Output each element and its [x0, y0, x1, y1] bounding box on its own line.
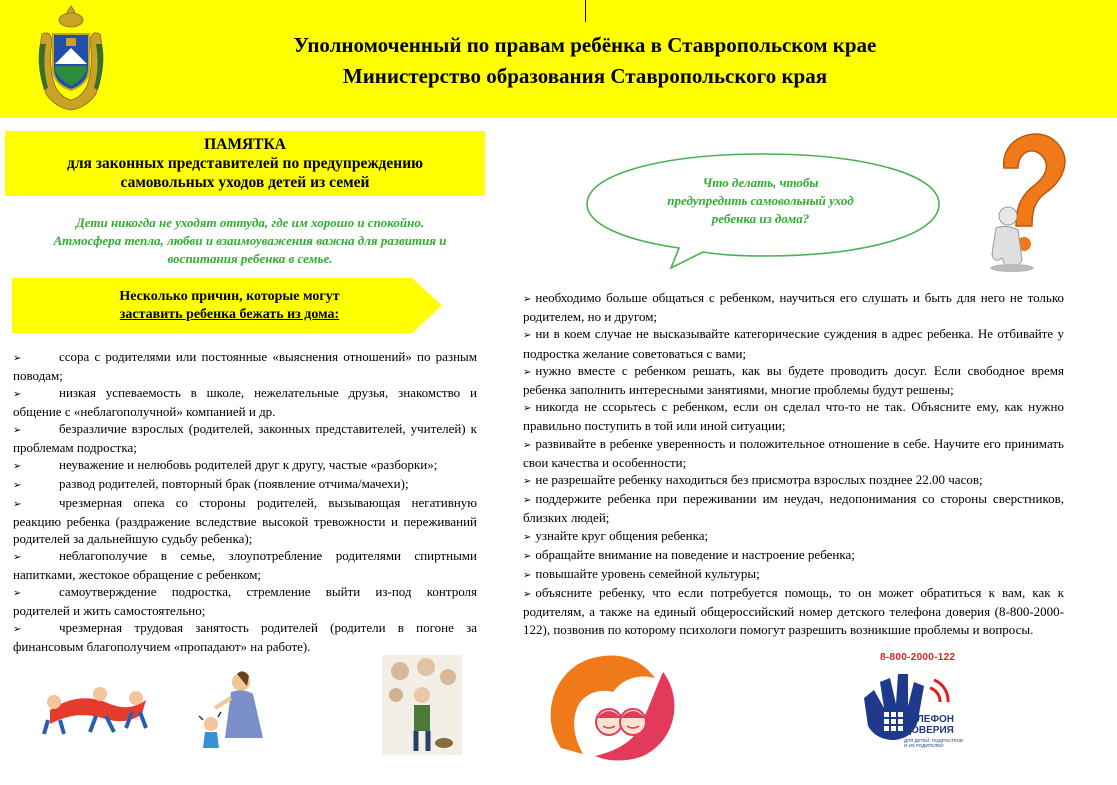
list-item: ➢ ссора с родителями или постоянные «выяснения отношений» по разным поводам; — [13, 349, 477, 383]
question-mark-figure-icon — [982, 128, 1074, 273]
hotline-title1: ТЕЛЕФОН — [904, 714, 954, 725]
arrow-bullet-icon: ➢ — [13, 624, 22, 635]
bubble-line1: Что делать, чтобы — [702, 175, 819, 190]
memo-line3: самовольных уходов детей из семей — [120, 174, 370, 191]
header-title — [190, 30, 980, 92]
coat-of-arms-icon — [36, 4, 106, 112]
arrow-bullet-icon: ➢ — [523, 589, 532, 601]
list-item: ➢ нужно вместе с ребенком решать, как вы будете проводить досуг. Если свободное время ребенка заполнить интересными занятиями, многие проблемы будут решены; — [523, 362, 1064, 398]
memo-line1: ПАМЯТКА — [204, 136, 286, 153]
arrow-bullet-icon: ➢ — [523, 531, 532, 543]
list-item: ➢ неуважение и нелюбовь родителей друг к другу, частые «разборки»; — [13, 456, 477, 475]
arrow-bullet-icon: ➢ — [13, 425, 22, 436]
arrow-bullet-icon: ➢ — [13, 389, 22, 400]
arrow-bullet-icon: ➢ — [13, 588, 22, 599]
bubble-line3: ребенка из дома? — [711, 211, 810, 226]
arrow-bullet-icon: ➢ — [13, 461, 22, 472]
arrow-bullet-icon: ➢ — [523, 366, 532, 378]
header-line1: Уполномоченный по правам ребёнка в Ставропольском крае — [293, 33, 877, 57]
list-item: ➢ чрезмерная трудовая занятость родителей (родители в погоне за финансовым благополучием «пропадают» на работе). — [13, 620, 477, 654]
hotline-logo — [858, 648, 968, 758]
reasons-list — [13, 348, 477, 655]
arrow-bullet-icon: ➢ — [523, 570, 532, 582]
list-item: ➢ необходимо больше общаться с ребенком, научиться его слушать и быть для него не только родителем, но и другом; — [523, 290, 1064, 325]
list-item: ➢ повышайте уровень семейной культуры; — [523, 566, 760, 582]
family-hug-icon — [543, 648, 683, 764]
scolding-parent-icon — [195, 668, 275, 752]
header-line2: Министерство образования Ставропольского края — [342, 64, 828, 88]
reasons-banner-line1: Несколько причин, которые могут — [119, 289, 340, 304]
list-item: ➢ низкая успеваемость в школе, нежелательные друзья, знакомство и общение с «неблагополучной» компанией и др. — [13, 385, 477, 419]
tips-list — [523, 289, 1064, 638]
list-item: ➢ развод родителей, повторный брак (появление отчима/мачехи); — [13, 475, 477, 494]
hotline-title — [904, 714, 954, 736]
list-item: ➢ самоутверждение подростка, стремление выйти из-под контроля родителей и жить самостоятельно; — [13, 584, 477, 618]
list-item: ➢ обращайте внимание на поведение и настроение ребенка; — [523, 546, 855, 562]
question-bubble — [583, 150, 943, 270]
arrow-bullet-icon: ➢ — [13, 499, 22, 510]
list-item: ➢ неблагополучие в семье, злоупотребление родителями спиртными напитками, жестокое обращение с ребенком; — [13, 548, 477, 582]
memo-box — [5, 131, 485, 196]
hotline-subtitle2: И ИХ РОДИТЕЛЕЙ — [904, 743, 944, 748]
intro-line1: Дети никогда не уходят оттуда, где им хорошо и спокойно. — [75, 215, 425, 230]
header-divider — [585, 0, 586, 22]
hotline-title2: ДОВЕРИЯ — [904, 725, 954, 736]
arrow-bullet-icon: ➢ — [13, 353, 22, 364]
list-item: ➢ безразличие взрослых (родителей, законных представителей, учителей) к проблемам подростка; — [13, 421, 477, 455]
intro-line2: Атмосфера тепла, любви и взаимоуважения важна для развития и — [53, 233, 447, 248]
hotline-subtitle — [904, 738, 963, 748]
arrow-bullet-icon: ➢ — [523, 550, 532, 562]
reasons-banner-line2: заставить ребенка бежать из дома: — [119, 307, 340, 322]
hotline-subtitle1: ДЛЯ ДЕТЕЙ, ПОДРОСТКОВ — [904, 738, 964, 743]
arrow-bullet-icon: ➢ — [523, 330, 532, 342]
arrow-bullet-icon: ➢ — [523, 294, 532, 305]
memo-line2: для законных представителей по предупреждению — [67, 155, 423, 172]
list-item: ➢ ни в коем случае не высказывайте категорические суждения в адрес ребенка. Не отбивайте у подростка желание советоваться с вами; — [523, 326, 1064, 361]
arrow-bullet-icon: ➢ — [523, 403, 532, 415]
list-item: ➢ узнайте круг общения ребенка; — [523, 527, 709, 543]
arrow-bullet-icon: ➢ — [523, 439, 532, 451]
intro-line3: воспитания ребенка в семье. — [167, 251, 333, 266]
hotline-number: 8-800-2000-122 — [880, 652, 956, 663]
list-item: ➢ не разрешайте ребенку находиться без присмотра взрослых позднее 22.00 часов; — [523, 472, 983, 488]
list-item: ➢ развивайте в ребенке уверенность и положительное отношение в себе. Научите его принимать свои качества и особенности; — [523, 435, 1064, 470]
bubble-line2: предупредить самовольный уход — [667, 193, 854, 208]
list-item: ➢ поддержите ребенка при переживании им неудач, недопонимания со стороны сверстников, близких людей; — [523, 491, 1064, 526]
arrow-bullet-icon: ➢ — [523, 495, 532, 507]
arrow-bullet-icon: ➢ — [523, 476, 532, 488]
list-item: ➢ никогда не ссорьтесь с ребенком, если он сделал что-то не так. Объясните ему, как нужно правильно поступить в той или иной ситуации; — [523, 399, 1064, 434]
intro-text — [10, 214, 490, 268]
list-item: ➢ чрезмерная опека со стороны родителей, вызывающая негативную реакцию ребенка (раздражение вследствие высокой тревожности и переживаний родителей за дальнейшую судьбу ребенка); — [13, 495, 477, 546]
sad-boy-collage-icon — [382, 655, 462, 755]
running-kids-icon — [40, 680, 150, 740]
list-item: ➢ объясните ребенку, что если потребуется помощь, то он может обратиться к вам, как к родителям, а также на единый общероссийский номер детского телефона доверия (8-800-2000-122), позвонив по которому психологи помогут разрешить возникшие проблемы и вопросы. — [523, 585, 1064, 637]
reasons-banner — [12, 278, 442, 333]
arrow-bullet-icon: ➢ — [13, 552, 22, 563]
arrow-bullet-icon: ➢ — [13, 480, 22, 491]
